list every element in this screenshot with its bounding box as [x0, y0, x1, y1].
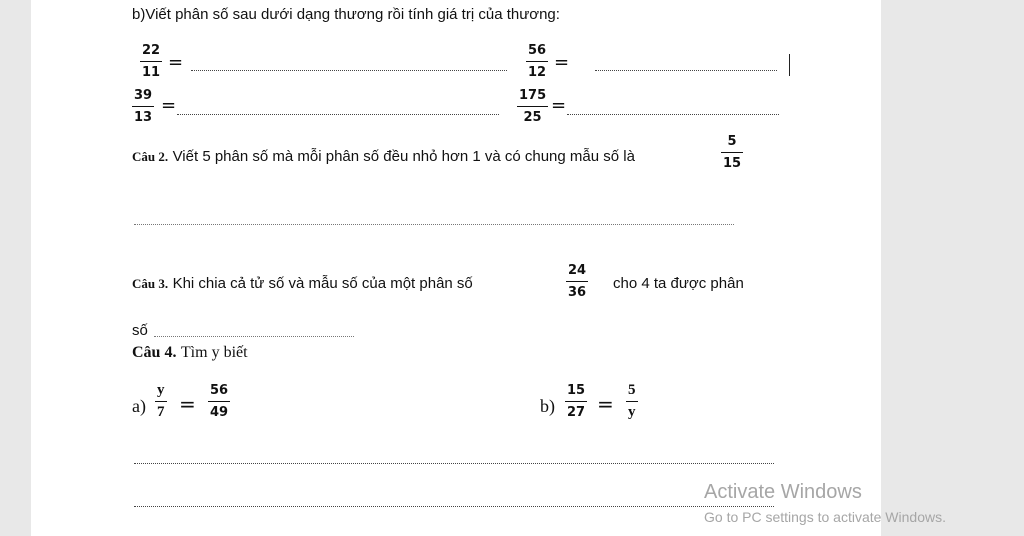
equals-sign: =: [179, 392, 196, 416]
fraction-22-11: [140, 43, 162, 80]
equals-sign: =: [551, 95, 567, 116]
fraction-bar: [140, 61, 162, 62]
numerator: 56: [528, 43, 547, 58]
answer-line[interactable]: [134, 463, 774, 464]
fraction-bar: [566, 281, 588, 282]
numerator: y: [157, 382, 165, 398]
question-2-label: Câu 2.: [132, 149, 169, 164]
fraction-24-36: [566, 263, 588, 300]
denominator: 11: [142, 65, 161, 80]
question-3-label: Câu 3.: [132, 276, 169, 291]
denominator: 27: [567, 405, 586, 420]
question-3-text: Khi chia cả tử số và mẫu số của một phân số: [172, 275, 473, 292]
fraction-bar: [132, 106, 154, 107]
question-4: [132, 344, 248, 362]
question-3-tail: cho 4 ta được phân: [613, 275, 744, 292]
answer-line[interactable]: [191, 70, 507, 71]
denominator: 12: [528, 65, 547, 80]
part-b-instruction: b)Viết phân số sau dưới dạng thương rồi tính giá trị của thương:: [132, 6, 560, 23]
denominator: 13: [134, 110, 153, 125]
answer-line[interactable]: [567, 114, 779, 115]
numerator: 24: [568, 263, 587, 278]
answer-line[interactable]: [134, 224, 734, 225]
fraction-bar: [526, 61, 548, 62]
numerator: 39: [134, 88, 153, 103]
question-3: [132, 275, 473, 293]
fraction-bar: [517, 106, 548, 107]
fraction-5-15: [721, 134, 743, 171]
answer-line[interactable]: [154, 336, 354, 337]
question-4-text: Tìm y biết: [180, 344, 248, 361]
fraction-bar: [565, 401, 587, 402]
fraction-175-25: [517, 88, 548, 125]
fraction-y-7: [155, 383, 167, 420]
numerator: 22: [142, 43, 161, 58]
answer-line[interactable]: [595, 70, 777, 71]
equals-sign: =: [597, 392, 614, 416]
answer-line[interactable]: [177, 114, 499, 115]
part-a-label: a): [132, 396, 146, 416]
question-3-line2: số: [132, 322, 148, 339]
numerator: 175: [519, 88, 547, 103]
denominator: 25: [523, 110, 542, 125]
denominator: 36: [568, 285, 587, 300]
denominator: 49: [210, 405, 229, 420]
denominator: 7: [157, 404, 165, 420]
equals-sign: =: [554, 52, 570, 73]
question-2-text: Viết 5 phân số mà mỗi phân số đều nhỏ hơn 1 và có chung mẫu số là: [172, 148, 635, 165]
denominator: 15: [723, 156, 742, 171]
numerator: 5: [727, 134, 737, 149]
numerator: 5: [628, 382, 636, 398]
text-cursor: [789, 54, 790, 76]
equals-sign: =: [161, 95, 177, 116]
fraction-bar: [721, 152, 743, 153]
fraction-56-49: [208, 383, 230, 420]
fraction-bar: [155, 401, 167, 402]
denominator: y: [628, 404, 636, 420]
part-b-label: b): [540, 396, 555, 416]
question-4-label: Câu 4.: [132, 344, 177, 361]
fraction-39-13: [132, 88, 154, 125]
activate-windows-title: Activate Windows: [704, 481, 862, 503]
answer-line[interactable]: [134, 506, 774, 507]
numerator: 56: [210, 383, 229, 398]
fraction-bar: [626, 401, 638, 402]
fraction-15-27: [565, 383, 587, 420]
document-page: [31, 0, 881, 536]
fraction-56-12: [526, 43, 548, 80]
question-2: [132, 148, 635, 166]
fraction-bar: [208, 401, 230, 402]
equals-sign: =: [168, 52, 184, 73]
numerator: 15: [567, 383, 586, 398]
fraction-5-y: [626, 383, 638, 420]
activate-windows-subtitle: Go to PC settings to activate Windows.: [704, 509, 946, 525]
